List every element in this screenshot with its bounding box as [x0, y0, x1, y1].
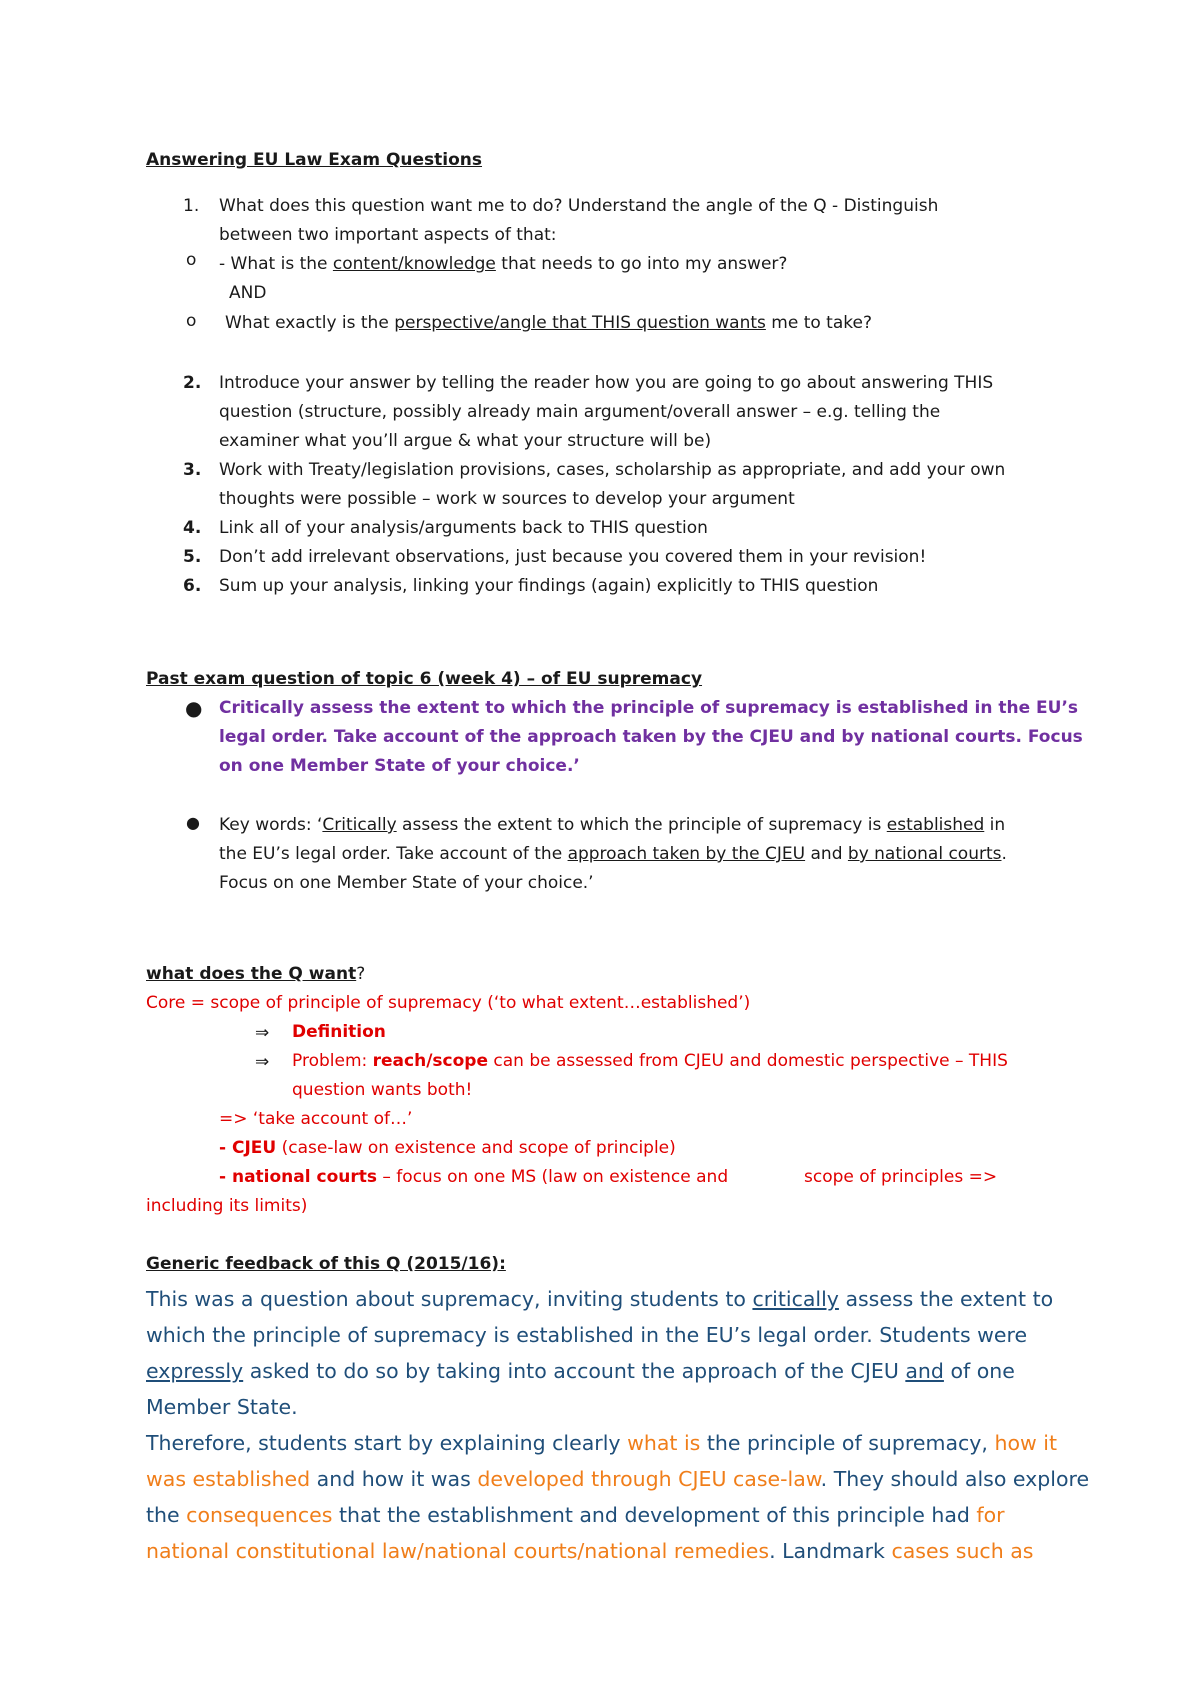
underlined-text: critically	[752, 1287, 839, 1311]
step-2-line-3: examiner what you’ll argue & what your structure will be)	[219, 431, 712, 451]
national-courts-line-2: including its limits)	[146, 1196, 308, 1216]
cjeu-line	[219, 1138, 676, 1158]
highlight-text: cases such as	[891, 1539, 1034, 1563]
text-span: What exactly is the	[225, 313, 395, 333]
feedback-p2-line-2	[146, 1461, 1089, 1497]
underlined-text: perspective/angle that THIS question wants	[394, 313, 766, 333]
step-4-line: Link all of your analysis/arguments back to THIS question	[219, 518, 708, 538]
feedback-heading: Generic feedback of this Q (2015/16):	[146, 1254, 506, 1274]
step-number: 5.	[183, 547, 202, 567]
feedback-p2-line-3	[146, 1497, 1005, 1533]
sub-bullet-marker: o	[186, 311, 197, 331]
arrow-icon: ⇒	[255, 1052, 270, 1072]
text-span: - What is the	[219, 254, 333, 274]
highlight-text: was established	[146, 1467, 311, 1491]
feedback-p2-line-1	[146, 1425, 1057, 1461]
past-exam-heading: Past exam question of topic 6 (week 4) – of EU supremacy	[146, 669, 703, 689]
highlight-text: for	[976, 1503, 1005, 1527]
feedback-p2-line-4	[146, 1533, 1033, 1569]
step-1-line-1: What does this question want me to do? Understand the angle of the Q - Distinguish	[219, 196, 939, 216]
step-2-line-2: question (structure, possibly already main argument/overall answer – e.g. telling the	[219, 402, 941, 422]
want-heading	[146, 964, 365, 984]
text-span: that the establishment and development of this principle had	[332, 1503, 977, 1527]
bullet-icon: ●	[185, 696, 203, 720]
feedback-p1-line-4: Member State.	[146, 1395, 298, 1419]
step-2-line-1: Introduce your answer by telling the reader how you are going to go about answering THIS	[219, 373, 994, 393]
text-span: . They should also explore	[820, 1467, 1090, 1491]
text-span: Key words: ‘	[219, 815, 323, 835]
text-span: Therefore, students start by explaining clearly	[146, 1431, 628, 1455]
text-span: ?	[356, 964, 366, 984]
underlined-text: approach taken by the CJEU	[567, 844, 806, 864]
feedback-p1-line-2: which the principle of supremacy is established in the EU’s legal order. Students were	[146, 1323, 1028, 1347]
text-span: . Landmark	[769, 1539, 892, 1563]
text-span: what does the Q want	[146, 964, 357, 984]
text-span: and how it was	[310, 1467, 478, 1491]
key-words-line-2	[219, 840, 1007, 869]
text-span: and	[805, 844, 848, 864]
exam-question-line-1: Critically assess the extent to which the principle of supremacy is established in the EU’s	[219, 698, 1079, 718]
exam-question-line-3: on one Member State of your choice.’	[219, 756, 580, 776]
key-words-line-1	[219, 811, 1005, 840]
text-span: can be assessed from CJEU and domestic perspective – THIS	[488, 1051, 1008, 1071]
national-courts-line-cont: scope of principles =>	[804, 1167, 998, 1187]
step-number: 3.	[183, 460, 202, 480]
text-span: asked to do so by taking into account the approach of the CJEU	[243, 1359, 906, 1383]
sub-bullet-marker: o	[186, 250, 197, 270]
text-span: that needs to go into my answer?	[495, 254, 788, 274]
definition-label: Definition	[292, 1022, 386, 1042]
sub-item-perspective	[225, 309, 872, 338]
text-span: in	[984, 815, 1006, 835]
highlight-text: what is	[627, 1431, 701, 1455]
bold-text: reach/scope	[372, 1051, 488, 1071]
text-span: assess the extent to	[838, 1287, 1054, 1311]
underlined-text: by national courts	[847, 844, 1002, 864]
step-6-line: Sum up your analysis, linking your findings (again) explicitly to THIS question	[219, 576, 879, 596]
highlight-text: consequences	[186, 1503, 333, 1527]
underlined-text: Critically	[322, 815, 397, 835]
national-courts-line	[219, 1167, 728, 1187]
step-5-line: Don’t add irrelevant observations, just because you covered them in your revision!	[219, 547, 927, 567]
text-span: the	[146, 1503, 187, 1527]
feedback-p1-line-3	[146, 1353, 1015, 1389]
text-span: assess the extent to which the principle of supremacy is	[396, 815, 887, 835]
key-words-line-3: Focus on one Member State of your choice.’	[219, 873, 594, 893]
step-number: 6.	[183, 576, 202, 596]
text-span: the EU’s legal order. Take account of the	[219, 844, 568, 864]
bold-text: - CJEU	[219, 1138, 277, 1158]
core-line: Core = scope of principle of supremacy (‘to what extent…established’)	[146, 993, 751, 1013]
exam-question-line-2: legal order. Take account of the approach taken by the CJEU and by national courts. Focus	[219, 727, 1083, 747]
step-number: 4.	[183, 518, 202, 538]
problem-line-2: question wants both!	[292, 1080, 473, 1100]
feedback-p1-line-1	[146, 1281, 1053, 1317]
text-span: This was a question about supremacy, inviting students to	[146, 1287, 753, 1311]
text-span: .	[1001, 844, 1007, 864]
highlight-text: national constitutional law/national courts/national remedies	[146, 1539, 770, 1563]
highlight-text: developed through CJEU case-law	[477, 1467, 821, 1491]
step-3-line-1: Work with Treaty/legislation provisions, cases, scholarship as appropriate, and add your own	[219, 460, 1006, 480]
arrow-icon: ⇒	[255, 1023, 270, 1043]
step-number: 1.	[183, 196, 200, 216]
text-span: – focus on one MS (law on existence and	[377, 1167, 729, 1187]
highlight-text: how it	[994, 1431, 1058, 1455]
underlined-text: expressly	[146, 1359, 244, 1383]
underlined-text: established	[886, 815, 985, 835]
underlined-text: and	[905, 1359, 944, 1383]
and-label: AND	[229, 283, 267, 303]
take-account-line: => ‘take account of…’	[219, 1109, 413, 1129]
text-span: of one	[943, 1359, 1015, 1383]
bullet-icon: ●	[186, 813, 200, 832]
text-span: the principle of supremacy,	[700, 1431, 995, 1455]
text-span: Problem:	[292, 1051, 373, 1071]
step-3-line-2: thoughts were possible – work w sources to develop your argument	[219, 489, 795, 509]
text-span: me to take?	[765, 313, 872, 333]
text-span: (case-law on existence and scope of principle)	[276, 1138, 676, 1158]
bold-text: - national courts	[219, 1167, 377, 1187]
sub-item-content	[219, 250, 787, 279]
page-title: Answering EU Law Exam Questions	[146, 150, 483, 170]
problem-line-1	[292, 1051, 1008, 1071]
underlined-text: content/knowledge	[332, 254, 496, 274]
step-1-line-2: between two important aspects of that:	[219, 225, 557, 245]
step-number: 2.	[183, 373, 202, 393]
